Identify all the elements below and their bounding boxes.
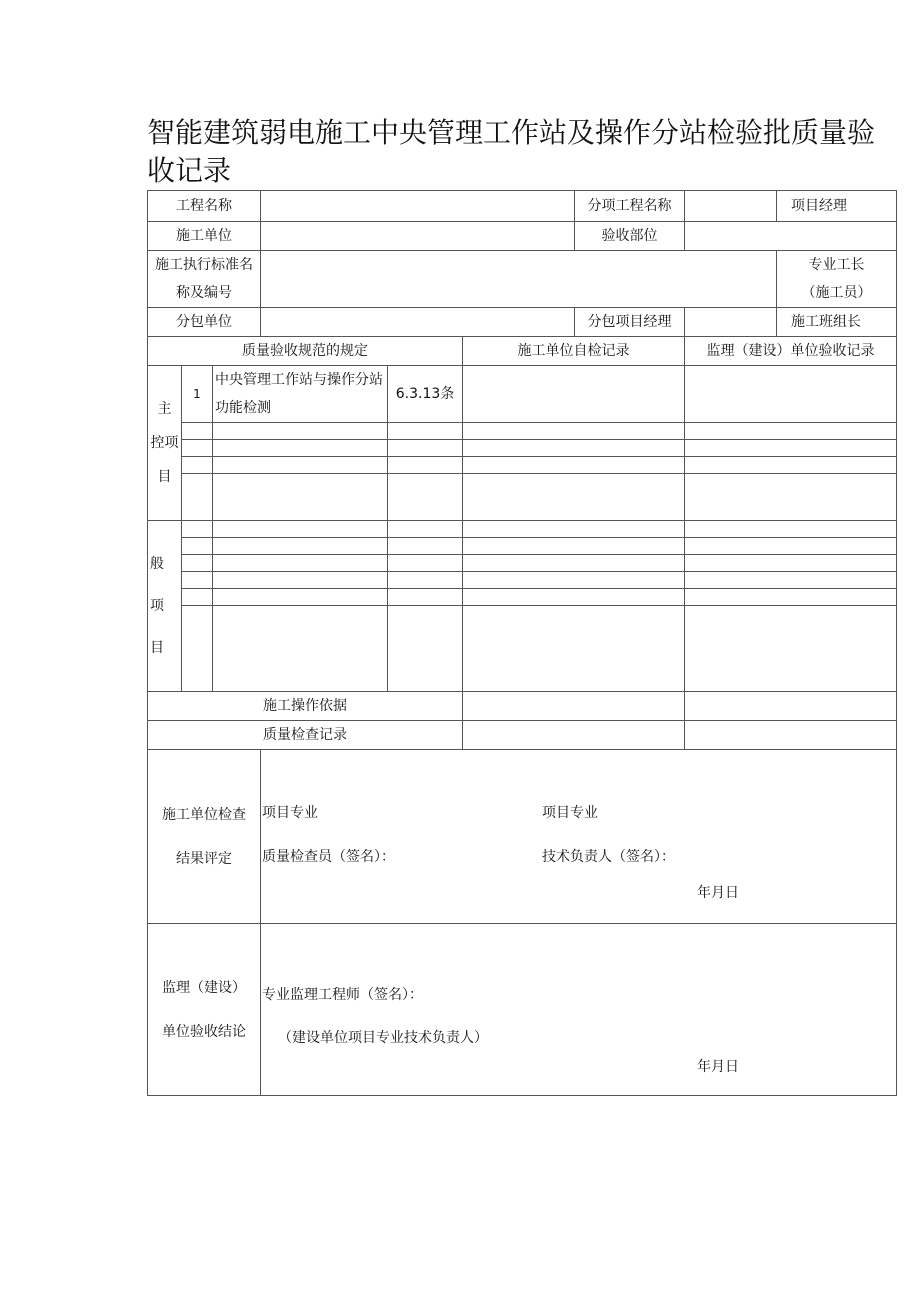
construction-eval-label	[148, 750, 261, 924]
main-items-label	[148, 366, 182, 521]
table-row	[148, 423, 897, 440]
inspection-record-self-check[interactable]	[463, 721, 685, 750]
table-row	[148, 538, 897, 555]
construction-eval-date: 年月日	[697, 885, 740, 901]
supervision-eval-line1: 专业监理工程师（签名）：	[262, 987, 424, 1003]
supervision-eval-label-line1: 监理（建设）	[162, 979, 246, 996]
general-items-label-2: 项	[150, 598, 164, 614]
operation-basis-label: 施工操作依据	[148, 692, 463, 721]
main-item-supervision[interactable]	[685, 366, 897, 423]
construction-eval-label-line2: 结果评定	[176, 850, 232, 867]
main-item-number: 1	[182, 366, 213, 423]
main-item-name: 中央管理工作站与操作分站功能检测	[213, 366, 388, 423]
subcontractor-value[interactable]	[261, 308, 575, 337]
sub-project-manager-label: 分包项目经理	[575, 308, 685, 337]
supervision-eval-date: 年月日	[697, 1059, 740, 1075]
supervision-column-header: 监理（建设）单位验收记录	[685, 337, 897, 366]
project-manager-text: 项目经理	[791, 198, 848, 214]
main-items-label-2: 控项	[150, 435, 179, 451]
sub-project-name-label: 分项工程名称	[575, 191, 685, 222]
sub-project-manager-value[interactable]	[685, 308, 777, 337]
table-row	[148, 521, 897, 538]
operation-basis-supervision[interactable]	[685, 692, 897, 721]
inspection-record-label: 质量检查记录	[148, 721, 463, 750]
table-row	[148, 606, 897, 692]
self-check-column-header: 施工单位自检记录	[463, 337, 685, 366]
table-row	[148, 457, 897, 474]
team-leader-label	[777, 308, 897, 337]
construction-eval-left-line1: 项目专业	[262, 805, 319, 821]
project-manager-label	[777, 191, 897, 222]
construction-eval-label-line1: 施工单位检查	[162, 806, 246, 823]
supervision-eval-label-line2: 单位验收结论	[162, 1023, 246, 1040]
standard-name-value[interactable]	[261, 251, 777, 308]
main-items-label-3: 目	[157, 469, 172, 485]
table-row	[148, 555, 897, 572]
spec-column-header: 质量验收规范的规定	[148, 337, 463, 366]
inspection-record-table	[147, 190, 897, 1096]
inspection-record-supervision[interactable]	[685, 721, 897, 750]
main-item-clause: 6.3.13条	[388, 366, 463, 423]
main-items-label-1: 主	[157, 401, 172, 417]
table-row	[148, 440, 897, 457]
standard-name-line2: 称及编号	[176, 285, 232, 301]
table-row	[148, 589, 897, 606]
standard-name-line1: 施工执行标准名	[155, 257, 253, 273]
general-items-label-3: 目	[150, 640, 164, 656]
acceptance-part-value[interactable]	[685, 222, 897, 251]
general-items-label	[148, 521, 182, 692]
construction-unit-label: 施工单位	[148, 222, 261, 251]
team-leader-text: 施工班组长	[791, 314, 862, 330]
foreman-label	[777, 251, 897, 308]
supervision-eval-body	[261, 924, 897, 1096]
construction-eval-right-line2: 技术负责人（签名）：	[542, 849, 676, 865]
project-name-value[interactable]	[261, 191, 575, 222]
main-item-self-check[interactable]	[463, 366, 685, 423]
general-items-label-1: 般	[150, 556, 164, 572]
table-row	[148, 474, 897, 521]
construction-unit-value[interactable]	[261, 222, 575, 251]
sub-project-name-value[interactable]	[685, 191, 777, 222]
foreman-line2: （施工员）	[801, 285, 872, 301]
supervision-eval-label	[148, 924, 261, 1096]
foreman-line1: 专业工长	[808, 257, 865, 273]
table-row	[148, 572, 897, 589]
subcontractor-label: 分包单位	[148, 308, 261, 337]
operation-basis-self-check[interactable]	[463, 692, 685, 721]
supervision-eval-line2: （建设单位项目专业技术负责人）	[278, 1030, 489, 1046]
acceptance-part-label: 验收部位	[575, 222, 685, 251]
construction-eval-body	[261, 750, 897, 924]
construction-eval-right-line1: 项目专业	[542, 805, 599, 821]
document-title: 智能建筑弱电施工中央管理工作站及操作分站检验批质量验收记录	[147, 116, 876, 187]
standard-name-label	[148, 251, 261, 308]
project-name-label: 工程名称	[148, 191, 261, 222]
construction-eval-left-line2: 质量检查员（签名）：	[262, 849, 396, 865]
